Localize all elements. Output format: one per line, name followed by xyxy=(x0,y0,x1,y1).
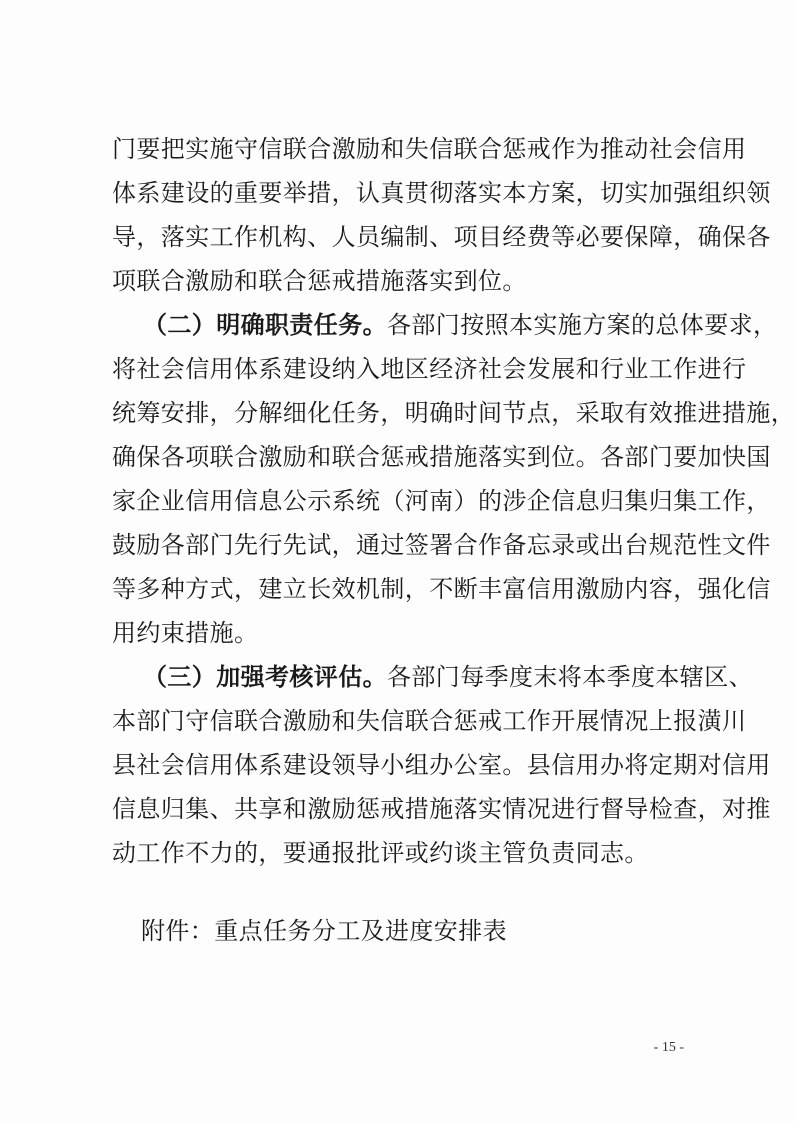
body-line: 信息归集、共享和激励惩戒措施落实情况进行督导检查，对推 xyxy=(112,795,771,823)
body-line: 将社会信用体系建设纳入地区经济社会发展和行业工作进行 xyxy=(112,355,747,383)
body-line: 家企业信用信息公示系统（河南）的涉企信息归集归集工作， xyxy=(112,487,771,515)
body-line: 统筹安排，分解细化任务，明确时间节点，采取有效推进措施， xyxy=(112,399,795,427)
section-paragraph-line xyxy=(0,656,753,698)
body-line: 体系建设的重要举措，认真贯彻落实本方案，切实加强组织领 xyxy=(112,179,771,207)
section-paragraph-line xyxy=(0,304,778,346)
body-line: 门要把实施守信联合激励和失信联合惩戒作为推动社会信用 xyxy=(112,135,747,163)
section-text: 各部门按照本实施方案的总体要求， xyxy=(387,311,778,339)
attachment-line: 附件：重点任务分工及进度安排表 xyxy=(141,917,507,945)
body-line: 鼓励各部门先行先试，通过签署合作备忘录或出台规范性文件 xyxy=(112,531,771,559)
body-line: 导，落实工作机构、人员编制、项目经费等必要保障，确保各 xyxy=(112,223,771,251)
section-heading: （三）加强考核评估。 xyxy=(143,663,387,691)
body-line: 等多种方式，建立长效机制，不断丰富信用激励内容，强化信 xyxy=(112,575,771,603)
section-text: 各部门每季度末将本季度本辖区、 xyxy=(387,663,753,691)
page-number: - 15 - xyxy=(653,1040,684,1055)
body-line: 县社会信用体系建设领导小组办公室。县信用办将定期对信用 xyxy=(112,751,771,779)
body-line: 确保各项联合激励和联合惩戒措施落实到位。各部门要加快国 xyxy=(112,443,771,471)
body-line: 本部门守信联合激励和失信联合惩戒工作开展情况上报潢川 xyxy=(112,707,747,735)
section-heading: （二）明确职责任务。 xyxy=(143,311,387,339)
body-line: 项联合激励和联合惩戒措施落实到位。 xyxy=(112,267,527,295)
body-line: 动工作不力的，要通报批评或约谈主管负责同志。 xyxy=(112,839,649,867)
body-line: 用约束措施。 xyxy=(112,619,259,647)
